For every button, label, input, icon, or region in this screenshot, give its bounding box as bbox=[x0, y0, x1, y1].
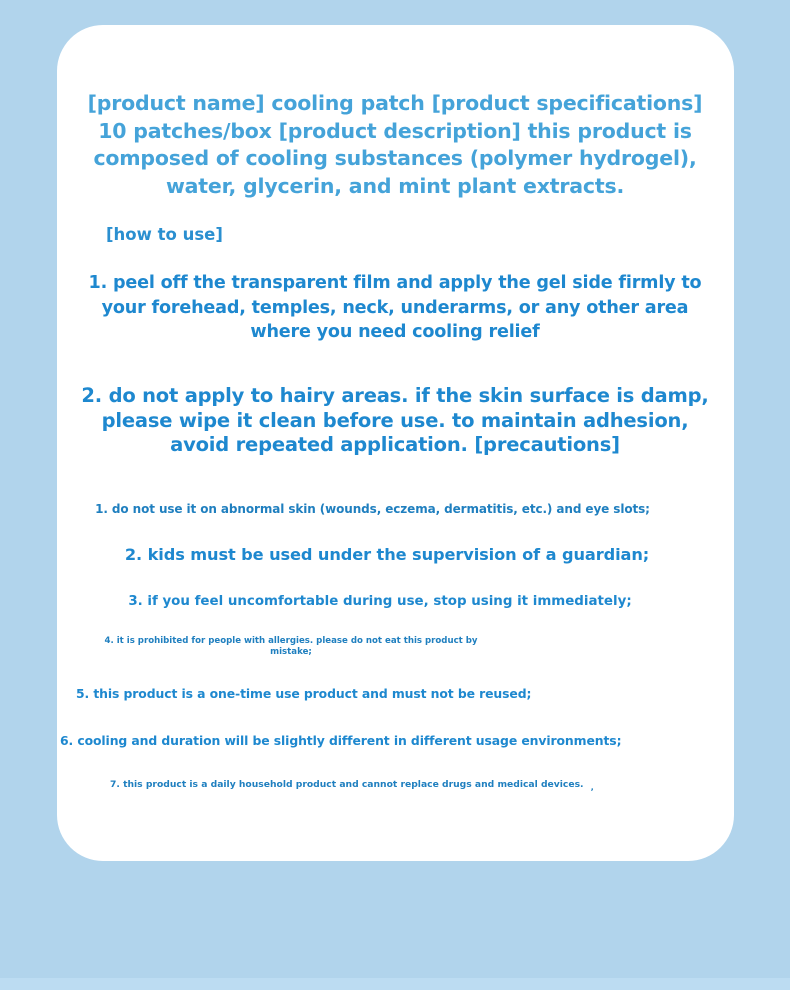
intro-line: water, glycerin, and mint plant extracts. bbox=[165, 173, 625, 198]
how-to-use-heading: [how to use] bbox=[106, 225, 223, 244]
step-line: your forehead, temples, neck, underarms, or any other area bbox=[101, 297, 689, 318]
step-line: please wipe it clean before use. to maintain adhesion, bbox=[101, 408, 689, 432]
bottom-strip bbox=[0, 978, 790, 990]
precaution-line: mistake; bbox=[270, 647, 312, 657]
precaution-7-text: 7. this product is a daily household product and cannot replace drugs and medical devices. bbox=[110, 779, 584, 790]
step-line: 1. peel off the transparent film and apply the gel side firmly to bbox=[88, 273, 702, 293]
usage-step-1 bbox=[0, 271, 790, 345]
precaution-7 bbox=[110, 779, 594, 792]
step-line: where you need cooling relief bbox=[250, 322, 540, 342]
precaution-1: 1. do not use it on abnormal skin (wounds, eczema, dermatitis, etc.) and eye slots; bbox=[95, 502, 650, 516]
precaution-6: 6. cooling and duration will be slightly different in different usage environments; bbox=[60, 733, 622, 748]
precaution-7-mark: , bbox=[590, 783, 594, 792]
intro-line: [product name] cooling patch [product specifications] bbox=[87, 91, 703, 115]
usage-step-2 bbox=[0, 384, 790, 458]
precaution-line: 4. it is prohibited for people with allergies. please do not eat this product by bbox=[104, 636, 478, 646]
precaution-5: 5. this product is a one-time use product and must not be reused; bbox=[76, 686, 532, 701]
intro-line: 10 patches/box [product description] this product is bbox=[98, 118, 692, 143]
intro-line: composed of cooling substances (polymer hydrogel), bbox=[93, 146, 697, 170]
precaution-3: 3. if you feel uncomfortable during use, stop using it immediately; bbox=[128, 594, 632, 609]
step-line: avoid repeated application. [precautions] bbox=[170, 433, 620, 456]
precaution-4 bbox=[88, 636, 494, 658]
product-description bbox=[0, 90, 790, 200]
precaution-2: 2. kids must be used under the supervision of a guardian; bbox=[124, 545, 650, 564]
step-line: 2. do not apply to hairy areas. if the skin surface is damp, bbox=[81, 384, 709, 407]
